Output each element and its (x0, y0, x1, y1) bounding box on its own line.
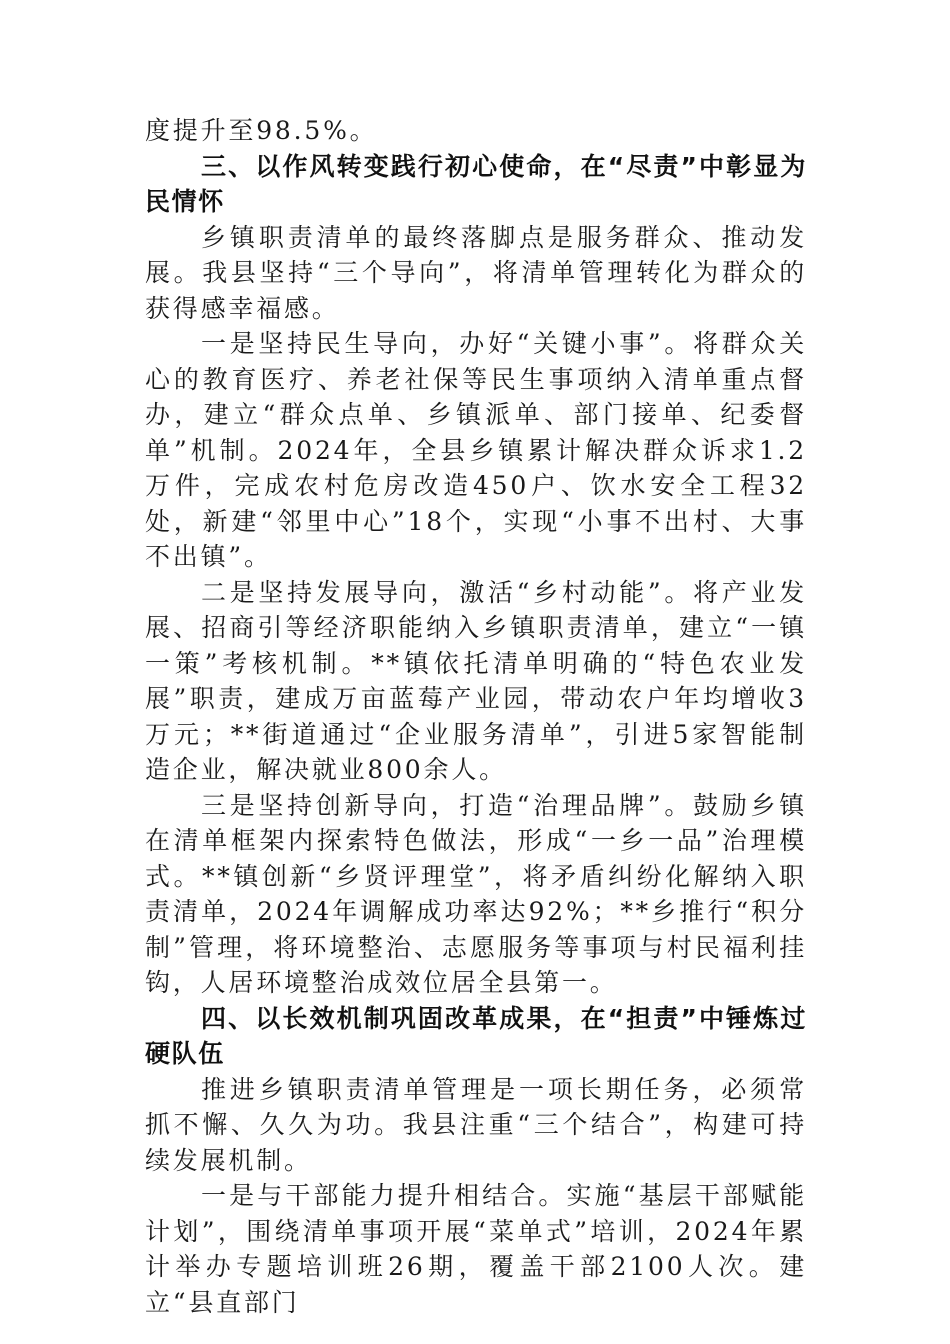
paragraph-development: 二是坚持发展导向，激活“乡村动能”。将产业发展、招商引等经济职能纳入乡镇职责清单，建立“一镇一策”考核机制。**镇依托清单明确的“特色农业发展”职责，建成万亩蓝莓产业园，带动农户年均增收3万元；**街道通过“企业服务清单”，引进5家智能制造企业，解决就业800余人。 (145, 577, 807, 784)
paragraph-intro-3: 乡镇职责清单的最终落脚点是服务群众、推动发展。我县坚持“三个导向”，将清单管理转化为群众的获得感幸福感。 (145, 222, 807, 323)
paragraph-innovation: 三是坚持创新导向，打造“治理品牌”。鼓励乡镇在清单框架内探索特色做法，形成“一乡一品”治理模式。**镇创新“乡贤评理堂”，将矛盾纠纷化解纳入职责清单，2024年调解成功率达92%；**乡推行“积分制”管理，将环境整治、志愿服务等事项与村民福利挂钩，人居环境整治成效位居全县第一。 (145, 790, 807, 997)
paragraph-livelihood: 一是坚持民生导向，办好“关键小事”。将群众关心的教育医疗、养老社保等民生事项纳入清单重点督办，建立“群众点单、乡镇派单、部门接单、纪委督单”机制。2024年，全县乡镇累计解决群众诉求1.2万件，完成农村危房改造450户、饮水安全工程32处，新建“邻里中心”18个，实现“小事不出村、大事不出镇”。 (145, 329, 807, 571)
document-body (145, 113, 807, 1320)
paragraph-continuation: 度提升至98.5%。 (145, 116, 378, 145)
section-heading-4: 四、以长效机制巩固改革成果，在“担责”中锤炼过硬队伍 (145, 1003, 807, 1068)
section-heading-3: 三、以作风转变践行初心使命，在“尽责”中彰显为民情怀 (145, 151, 807, 216)
paragraph-cadre-ability: 一是与干部能力提升相结合。实施“基层干部赋能计划”，围绕清单事项开展“菜单式”培训，2024年累计举办专题培训班26期，覆盖干部2100人次。建立“县直部门 (145, 1181, 807, 1317)
paragraph-intro-4: 推进乡镇职责清单管理是一项长期任务，必须常抓不懈、久久为功。我县注重“三个结合”，构建可持续发展机制。 (145, 1074, 807, 1175)
